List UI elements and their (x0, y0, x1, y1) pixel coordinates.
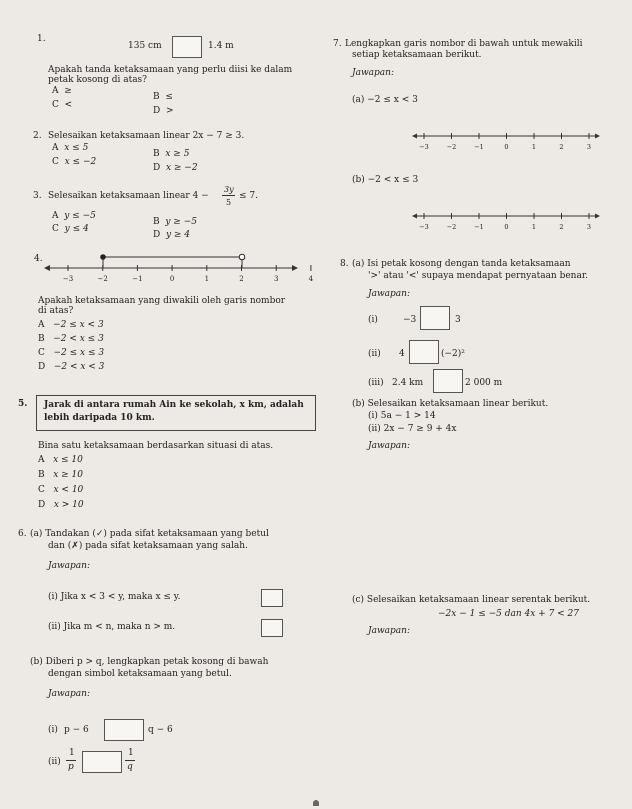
q8a-i-label: (i) (368, 315, 378, 325)
option-key: A (38, 320, 45, 330)
option-text: x > 10 (53, 500, 84, 510)
option-key: C (52, 157, 59, 167)
q8a-ii-label: (ii) (368, 349, 381, 359)
q2-option-d[interactable] (153, 163, 198, 174)
option-key: D (38, 500, 46, 510)
option-key: C (52, 224, 59, 234)
q8a-ii-answer-box[interactable] (409, 340, 439, 364)
q1-option-a[interactable] (52, 86, 72, 97)
option-key: D (153, 230, 161, 240)
option-text: < (64, 100, 73, 110)
q8c-jawapan-label: Jawapan: (368, 626, 410, 636)
q1-question-l2: petak kosong di atas? (48, 75, 148, 85)
option-key: D (38, 362, 46, 372)
q3-fraction-numerator: 3y (224, 185, 234, 194)
q4-option-c[interactable] (38, 348, 104, 359)
q6b-ii-frac-num: 1 (69, 748, 75, 758)
q5-number: 5. (18, 399, 28, 409)
q6b-ii-frac-bar (66, 760, 76, 761)
option-text: x ≤ 5 (64, 143, 89, 153)
q8c-equations: −2x − 1 ≤ −5 dan 4x + 7 < 27 (438, 609, 580, 619)
q4-question-l2: di atas? (38, 306, 74, 316)
q7a-number-line[interactable] (412, 130, 602, 156)
q4-question: Apakah ketaksamaan yang diwakili oleh garis nombor (38, 296, 286, 306)
q1-option-d[interactable] (153, 106, 174, 117)
q1-answer-box[interactable] (172, 36, 202, 58)
option-text: ≥ (64, 86, 72, 96)
option-text: y ≥ 4 (165, 230, 191, 240)
q3-fraction-bar (222, 195, 235, 196)
q4-number: 4. (34, 254, 43, 264)
q5-option-d[interactable] (38, 500, 84, 511)
number-line-tick-label: −3 (62, 275, 74, 283)
number-line-tick-label: 0 (504, 143, 509, 151)
option-text: x ≤ 10 (53, 455, 83, 465)
q3-option-c[interactable] (52, 224, 89, 235)
number-line-tick-label: 4 (308, 275, 314, 283)
page-bottom-mark (313, 800, 319, 806)
number-line-tick-label: −1 (474, 223, 484, 231)
q6a-instruction-l2: dan (✗) pada sifat ketaksamaan yang salah. (48, 541, 248, 551)
option-text: y ≤ 4 (64, 224, 89, 234)
q7b-number-line[interactable] (412, 210, 602, 236)
option-key: B (153, 92, 160, 102)
option-key: A (52, 86, 59, 96)
q3-question (48, 191, 209, 202)
q7-jawapan-label: Jawapan: (352, 68, 394, 78)
q7a-inequality: (a) −2 ≤ x < 3 (352, 95, 418, 105)
q6b-i-answer-box[interactable] (104, 719, 144, 741)
q6a-i-check-box[interactable] (261, 589, 283, 607)
q6b-jawapan-label: Jawapan: (48, 689, 90, 699)
q3-option-b[interactable] (153, 217, 197, 228)
q6b-ii-frac2-den: q (127, 762, 133, 772)
q1-number: 1. (37, 34, 46, 44)
q5-situation-l2: lebih daripada 10 km. (44, 413, 155, 423)
option-text: −2 ≤ x < 3 (53, 320, 104, 330)
number-line-tick-label: 3 (273, 275, 279, 283)
option-key: A (52, 143, 59, 153)
option-text: x < 10 (53, 485, 84, 495)
option-key: C (52, 100, 59, 110)
number-line-tick-label: 1 (531, 143, 537, 151)
number-line-tick-label: 2 (239, 275, 244, 283)
q6b-i-right: q − 6 (148, 725, 173, 735)
q6b-ii-answer-box[interactable] (82, 751, 122, 773)
option-text: x ≥ 10 (53, 470, 84, 480)
option-text: x ≤ −2 (64, 157, 97, 167)
q8a-iii-label: (iii) (368, 378, 384, 388)
q4-option-d[interactable] (38, 362, 104, 373)
q6a-item-i: (i) Jika x < 3 < y, maka x ≤ y. (48, 592, 181, 602)
option-text: −2 ≤ x ≤ 3 (53, 348, 105, 358)
q6b-instruction: (b) Diberi p > q, lengkapkan petak kosong di bawah (30, 657, 269, 667)
q2-option-b[interactable] (153, 149, 189, 160)
q5-situation-box (36, 395, 316, 431)
q2-question: Selesaikan ketaksamaan linear 2x − 7 ≥ 3. (48, 131, 245, 141)
q8b-item-i: (i) 5a − 1 > 14 (368, 411, 436, 421)
q3-question-suffix: ≤ 7. (239, 191, 258, 201)
q5-option-b[interactable] (38, 470, 83, 481)
q4-number-line (44, 248, 314, 288)
q6b-ii-frac-den: p (68, 762, 74, 772)
q8a-iii-left: 2.4 km (392, 378, 424, 388)
number-line-tick-label: −3 (419, 223, 429, 231)
q8-number: 8. (340, 259, 349, 269)
option-text: y ≤ −5 (64, 211, 96, 221)
q7-number: 7. (333, 39, 342, 49)
number-line-tick-label: 1 (531, 223, 537, 231)
q8a-i-left: −3 (403, 315, 417, 325)
q6a-instruction: (a) Tandakan (✓) pada sifat ketaksamaan yang betul (30, 529, 269, 539)
q4-open-endpoint (239, 254, 245, 260)
number-line-tick-label: −2 (446, 223, 457, 231)
q3-number: 3. (33, 191, 42, 201)
number-line-tick-label: 1 (204, 275, 210, 283)
q8a-instruction-l2: '>' atau '<' supaya mendapat pernyataan benar. (368, 271, 589, 281)
option-key: D (153, 106, 161, 116)
q6b-ii-frac2-bar (125, 760, 135, 761)
number-line-tick-label: −3 (419, 143, 429, 151)
q3-option-a[interactable] (52, 211, 96, 222)
q6b-instruction-l2: dengan simbol ketaksamaan yang betul. (48, 669, 232, 679)
number-line-tick-label: 2 (559, 143, 564, 151)
q1-option-c[interactable] (52, 100, 72, 111)
option-key: C (38, 348, 45, 358)
q8b-jawapan-label: Jawapan: (368, 441, 410, 451)
q8c-instruction: (c) Selesaikan ketaksamaan linear serentak berikut. (352, 595, 591, 605)
q8b-instruction: (b) Selesaikan ketaksamaan linear berikut. (352, 399, 549, 409)
q1-question: Apakah tanda ketaksamaan yang perlu diisi ke dalam (48, 65, 293, 75)
q4-option-a[interactable] (38, 320, 104, 331)
q2-number: 2. (33, 131, 42, 141)
option-key: B (153, 149, 160, 159)
q8b-item-ii: (ii) 2x − 7 ≥ 9 + 4x (368, 424, 457, 434)
q6b-ii-label: (ii) (48, 757, 61, 767)
q6a-ii-check-box[interactable] (261, 619, 283, 637)
q3-option-d[interactable] (153, 230, 190, 241)
q6b-i-left: p − 6 (64, 725, 89, 735)
option-text: −2 < x ≤ 3 (53, 334, 104, 344)
q5-option-a[interactable] (38, 455, 83, 466)
q8-jawapan-label: Jawapan: (368, 289, 410, 299)
q3-fraction-denominator: 5 (226, 198, 232, 207)
option-key: B (38, 470, 45, 480)
number-line-tick-label: 0 (504, 223, 509, 231)
number-line-tick-label: 2 (559, 223, 564, 231)
number-line-tick-label: 0 (169, 275, 175, 283)
option-text: ≤ (165, 92, 173, 102)
q6a-item-ii: (ii) Jika m < n, maka n > m. (48, 622, 176, 632)
option-key: B (153, 217, 160, 227)
q5-situation-l1: Jarak di antara rumah Ain ke sekolah, x km, adalah (44, 400, 304, 410)
option-key: C (38, 485, 45, 495)
number-line-tick-label: 3 (586, 223, 592, 231)
q6b-i-label: (i) (48, 725, 58, 735)
q4-option-b[interactable] (38, 334, 104, 345)
option-text: y ≥ −5 (165, 217, 197, 227)
option-key: A (52, 211, 59, 221)
q6-number: 6. (18, 529, 27, 539)
option-text: −2 < x < 3 (53, 362, 105, 372)
q8a-ii-right: (−2)² (441, 349, 465, 359)
option-key: B (38, 334, 45, 344)
q8a-iii-answer-box[interactable] (433, 369, 463, 393)
q8a-instruction: (a) Isi petak kosong dengan tanda ketaksamaan (352, 259, 571, 269)
q3-question-prefix: Selesaikan ketaksamaan linear 4 − (48, 191, 209, 201)
q8a-iii-right: 2 000 m (465, 378, 503, 388)
q2-option-c[interactable] (52, 157, 96, 168)
q2-option-a[interactable] (52, 143, 88, 154)
q1-option-b[interactable] (153, 92, 173, 103)
q5-question: Bina satu ketaksamaan berdasarkan situasi di atas. (38, 441, 274, 451)
option-key: A (38, 455, 45, 465)
q1-right-value: 1.4 m (208, 41, 234, 51)
q8a-i-right: 3 (455, 315, 461, 325)
number-line-tick-label: −1 (132, 275, 143, 283)
q5-option-c[interactable] (38, 485, 83, 496)
q7b-inequality: (b) −2 < x ≤ 3 (352, 175, 419, 185)
q7-instruction: Lengkapkan garis nombor di bawah untuk mewakili (345, 39, 583, 49)
q8a-i-answer-box[interactable] (420, 306, 450, 330)
option-text: x ≥ −2 (165, 163, 198, 173)
q6b-ii-frac2-num: 1 (128, 748, 134, 758)
option-text: x ≥ 5 (165, 149, 190, 159)
number-line-tick-label: −2 (97, 275, 108, 283)
number-line-tick-label: −1 (474, 143, 484, 151)
q8a-ii-left: 4 (399, 349, 405, 359)
option-key: D (153, 163, 161, 173)
q1-left-value: 135 cm (128, 41, 162, 51)
number-line-tick-label: 3 (586, 143, 592, 151)
option-text: > (165, 106, 174, 116)
q4-closed-endpoint (100, 254, 106, 260)
q7-instruction-l2: setiap ketaksamaan berikut. (352, 50, 482, 60)
number-line-tick-label: −2 (446, 143, 457, 151)
q6-jawapan-label: Jawapan: (48, 561, 90, 571)
